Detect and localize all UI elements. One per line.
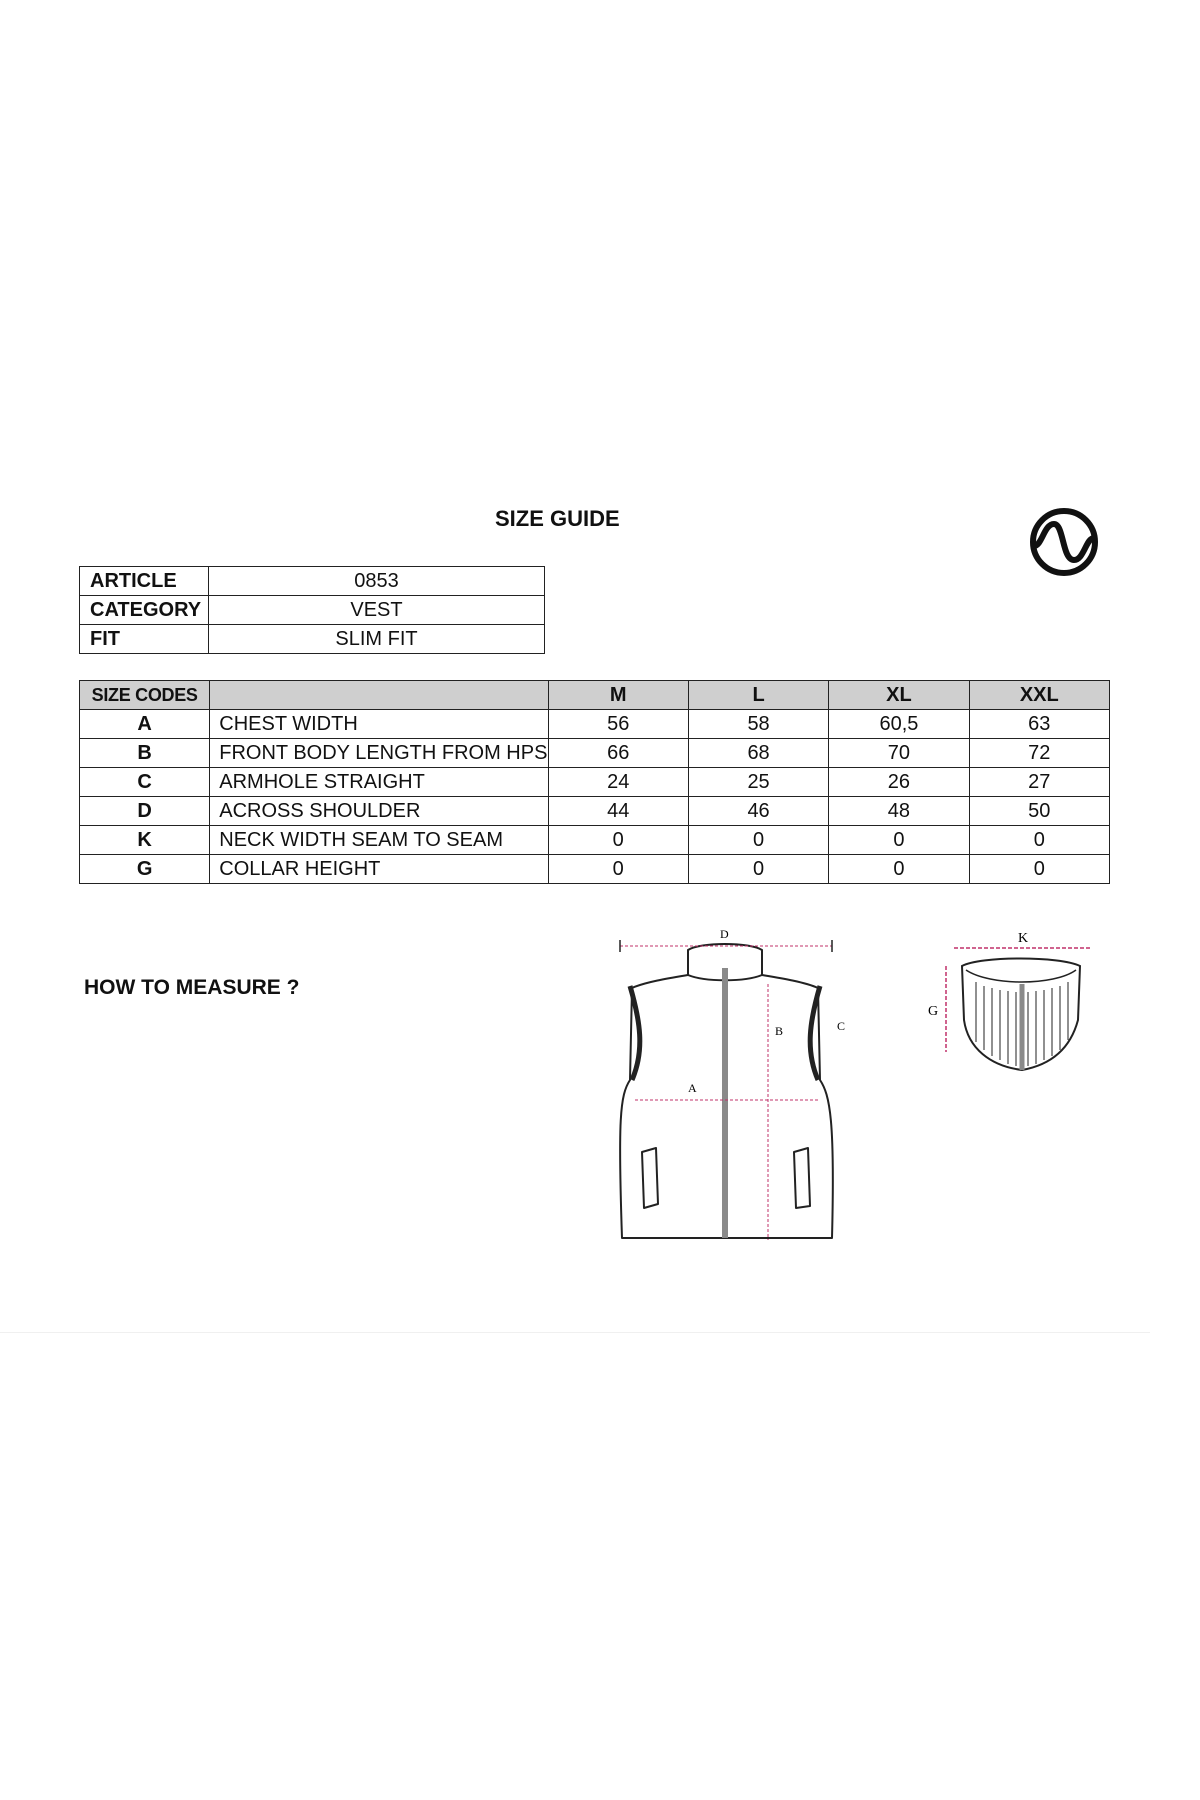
- brand-wave-logo-icon: [1028, 506, 1100, 578]
- size-value: 68: [688, 739, 828, 768]
- size-value: 66: [548, 739, 688, 768]
- size-value: 60,5: [829, 710, 969, 739]
- size-value: 48: [829, 797, 969, 826]
- vest-diagram: [600, 920, 850, 1240]
- size-value: 24: [548, 768, 688, 797]
- size-value: 25: [688, 768, 828, 797]
- info-value: SLIM FIT: [209, 625, 545, 654]
- measure-label: FRONT BODY LENGTH FROM HPS: [210, 739, 548, 768]
- size-code: G: [80, 855, 210, 884]
- size-chart-table: [79, 680, 1110, 884]
- size-value: 27: [969, 768, 1109, 797]
- size-value: 63: [969, 710, 1109, 739]
- page-title: SIZE GUIDE: [495, 506, 620, 531]
- label-a: A: [688, 1081, 697, 1095]
- how-to-measure-heading: HOW TO MEASURE ?: [84, 976, 300, 999]
- measure-label: COLLAR HEIGHT: [210, 855, 548, 884]
- size-value: 26: [829, 768, 969, 797]
- info-row: [80, 625, 545, 654]
- measure-header: [210, 681, 548, 710]
- table-row: [80, 826, 1110, 855]
- table-row: [80, 739, 1110, 768]
- info-row: [80, 567, 545, 596]
- size-value: 72: [969, 739, 1109, 768]
- size-value: 44: [548, 797, 688, 826]
- label-b: B: [775, 1024, 784, 1038]
- size-code: C: [80, 768, 210, 797]
- size-header-xxl: XXL: [969, 681, 1109, 710]
- size-header-row: [80, 681, 1110, 710]
- size-value: 50: [969, 797, 1109, 826]
- size-header-xl: XL: [829, 681, 969, 710]
- measure-label: NECK WIDTH SEAM TO SEAM: [210, 826, 548, 855]
- label-d: D: [720, 927, 729, 941]
- size-value: 58: [688, 710, 828, 739]
- measure-label: CHEST WIDTH: [210, 710, 548, 739]
- size-value: 0: [969, 855, 1109, 884]
- size-value: 70: [829, 739, 969, 768]
- size-value: 0: [548, 826, 688, 855]
- collar-diagram: [920, 920, 1095, 1080]
- table-row: [80, 710, 1110, 739]
- size-value: 0: [688, 826, 828, 855]
- info-key: FIT: [80, 625, 209, 654]
- info-value: 0853: [209, 567, 545, 596]
- size-code: B: [80, 739, 210, 768]
- info-row: [80, 596, 545, 625]
- label-k: K: [1018, 931, 1029, 946]
- size-value: 0: [829, 855, 969, 884]
- collar-shape: [962, 959, 1080, 1071]
- article-info-table: [79, 566, 545, 654]
- size-code: K: [80, 826, 210, 855]
- size-code: A: [80, 710, 210, 739]
- size-codes-header: SIZE CODES: [80, 681, 210, 710]
- size-value: 46: [688, 797, 828, 826]
- size-value: 0: [969, 826, 1109, 855]
- size-code: D: [80, 797, 210, 826]
- info-key: CATEGORY: [80, 596, 209, 625]
- measure-label: ACROSS SHOULDER: [210, 797, 548, 826]
- size-value: 0: [548, 855, 688, 884]
- label-g: G: [928, 1004, 939, 1019]
- size-header-l: L: [688, 681, 828, 710]
- size-value: 0: [829, 826, 969, 855]
- info-value: VEST: [209, 596, 545, 625]
- divider: [0, 1332, 1150, 1333]
- size-header-m: M: [548, 681, 688, 710]
- info-key: ARTICLE: [80, 567, 209, 596]
- table-row: [80, 768, 1110, 797]
- label-c: C: [837, 1019, 846, 1033]
- table-row: [80, 797, 1110, 826]
- size-value: 56: [548, 710, 688, 739]
- size-value: 0: [688, 855, 828, 884]
- table-row: [80, 855, 1110, 884]
- measure-label: ARMHOLE STRAIGHT: [210, 768, 548, 797]
